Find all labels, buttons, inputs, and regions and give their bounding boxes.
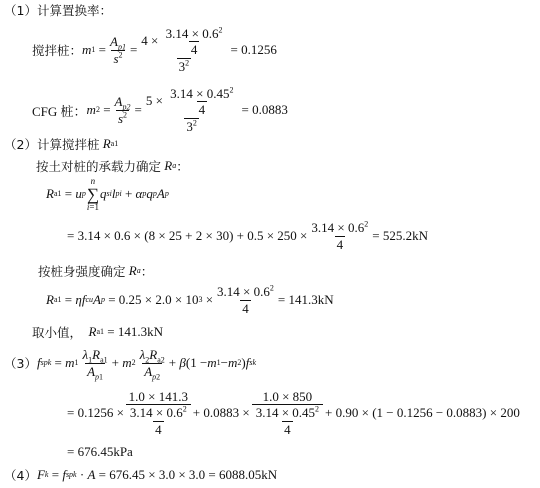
- fraction: 5 × $\frac{3.14 \times 0.45^2}{4}$ $3^2$: [145, 85, 234, 134]
- eq-replacement-ratio-cfg-pile: CFG 桩： m 2 = $\frac{A_{p2}}{s^2}$ = 5 × $\frac{3.14 \times 0.45^2}{4}$ $3^2$ = 0.0883: [32, 85, 288, 134]
- fraction: 4 × $\frac{3.14 \times 0.6^2}{4}$ $3^2$: [141, 25, 223, 74]
- section-1-heading: （1）计算置换率：: [4, 3, 112, 18]
- subheading-soil-capacity: 按土对桩的承载力确定 R a ：: [36, 158, 189, 174]
- eq-replacement-ratio-mixing-pile: 搅拌桩： m 1 = $\frac{A_{p1}}{s^2}$ = 4 × $\frac{3.14 \times 0.6^2}{4}$ $3^2$ = 0.1256: [32, 25, 277, 74]
- fraction: $\frac{A_{p1}}{s^2}$: [110, 33, 126, 66]
- composite-result: = 676.45kPa: [67, 444, 133, 459]
- eq-composite-foundation-formula: （3） f spk = m 1 $\frac{\lambda_1R_{a1}}{A_{p1}}$ + m 2 $\frac{\lambda_2R_{a2}}{A_{p2}}$ + β (1 − m 1 − m 2 ) f sk: [4, 346, 257, 382]
- eq-total-load: （4） F k = f spk · A = 676.45 × 3.0 × 3.0 = 6088.05kN: [4, 467, 278, 483]
- take-minimum-line: 取小值， R a1 = 141.3kN: [32, 324, 164, 340]
- eq-composite-foundation-value: = 0.1256 × $\frac{1.0 \times 141.3}{\frac{3.14 \times 0.6^2}{4}}$ + 0.0883 × $\frac{1.0 \times 850}{\frac{3.14 \times 0.45^2}{4}}$ + 0.90 × (1 − 0.1256 − 0.0883) × 200: [67, 388, 520, 437]
- fraction: $\frac{A_{p2}}{s^2}$: [114, 93, 131, 126]
- eq-soil-capacity-formula: R a1 = u p n ∑ i=1 q si l pi + α p q p A p: [46, 175, 169, 212]
- eq-pile-strength: R a1 = η f cu A p = 0.25 × 2.0 × 10 3 × $\frac{3.14 \times 0.6^2}{4}$ = 141.3kN: [46, 283, 334, 316]
- eq-soil-capacity-value: = 3.14 × 0.6 × (8 × 25 + 2 × 30) + 0.5 × 250 × $\frac{3.14 \times 0.6^2}{4}$ = 525.2kN: [67, 219, 428, 252]
- section-2-heading: （2）计算搅拌桩 R a1: [4, 136, 119, 152]
- subheading-pile-strength: 按桩身强度确定 R a ：: [38, 263, 154, 279]
